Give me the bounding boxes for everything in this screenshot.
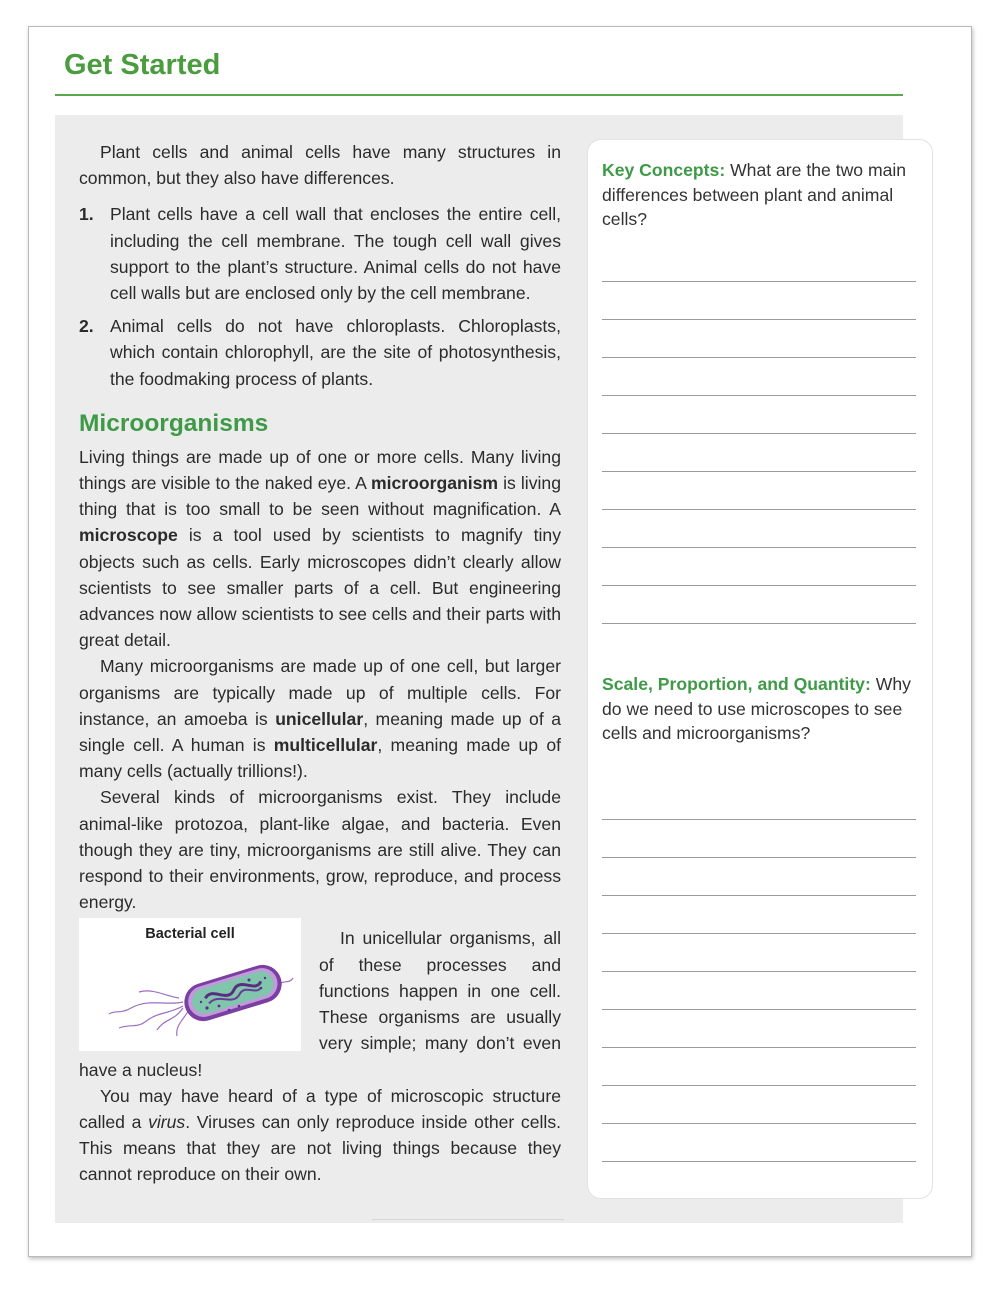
answer-line[interactable] xyxy=(602,548,916,586)
list-number: 1. xyxy=(79,204,94,225)
answer-line[interactable] xyxy=(602,934,916,972)
differences-list xyxy=(79,201,561,391)
intro-paragraph: Plant cells and animal cells have many structures in common, but they also have differences. xyxy=(79,142,561,189)
list-number: 2. xyxy=(79,316,94,337)
figure-caption: Bacterial cell xyxy=(145,926,235,943)
reading-column xyxy=(79,139,561,1188)
microorganisms-heading: Microorganisms xyxy=(79,409,269,437)
term-virus: virus xyxy=(148,1111,186,1132)
answer-line[interactable] xyxy=(602,434,916,472)
answer-line[interactable] xyxy=(602,972,916,1010)
term-unicellular: unicellular xyxy=(275,708,364,729)
term-microorganism: microorganism xyxy=(370,473,499,494)
answer-line[interactable] xyxy=(602,358,916,396)
answer-line[interactable] xyxy=(602,782,916,820)
title-underline xyxy=(55,94,903,96)
term-multicellular: multicellular xyxy=(273,735,378,756)
virus-paragraph: You may have heard of a type of microscopic structure called a virus. Viruses can only reproduce inside other cells. This means that they are not living things because they cannot reproduce on their own. xyxy=(79,1085,562,1185)
key-concepts-label: Key Concepts: xyxy=(602,160,726,180)
answer-line[interactable] xyxy=(602,1010,916,1048)
answer-line[interactable] xyxy=(602,472,916,510)
answer-line[interactable] xyxy=(602,320,916,358)
scale-proportion-label: Scale, Proportion, and Quantity: xyxy=(602,674,871,694)
answer-line[interactable] xyxy=(602,1124,916,1162)
bacterial-cell-figure xyxy=(79,918,301,1051)
microorganisms-paragraph-3: Several kinds of microorganisms exist. They include animal-like protozoa, plant-like algae, and bacteria. Even though they are tiny, microorganisms are still alive. They can respond to their environments, grow, reproduce, and process energy. xyxy=(79,787,561,913)
list-item-text: Animal cells do not have chloroplasts. Chloroplasts, which contain chlorophyll, are the site of photosynthesis, the foodmaking process of plants. xyxy=(110,316,561,389)
page-footer-rule xyxy=(372,1219,564,1220)
answer-line[interactable] xyxy=(602,896,916,934)
answer-line[interactable] xyxy=(602,1086,916,1124)
scale-proportion-answer-lines[interactable] xyxy=(602,782,916,1162)
content-panel xyxy=(55,115,911,1223)
answer-line[interactable] xyxy=(602,1048,916,1086)
answer-line[interactable] xyxy=(602,820,916,858)
microorganisms-paragraph-1: Living things are made up of one or more cells. Many living things are visible to the naked eye. A microorganism is living thing that is too small to be seen without magnification. A microscope is a tool used by scientists to magnify tiny objects such as cells. Early microscopes didn’t clearly allow scientists to see smaller parts of a cell. But engineering advances now allow scientists to see cells and their parts with great detail. xyxy=(79,446,561,651)
scale-proportion-prompt: Scale, Proportion, and Quantity: Why do we need to use microscopes to see cells and microorganisms? xyxy=(602,674,911,744)
answer-line[interactable] xyxy=(602,858,916,896)
answer-line[interactable] xyxy=(602,510,916,548)
section-title: Get Started xyxy=(64,49,221,81)
term-microscope: microscope xyxy=(79,525,178,546)
key-concepts-prompt: Key Concepts: What are the two main differences between plant and animal cells? xyxy=(602,160,907,230)
key-concepts-answer-lines[interactable] xyxy=(602,244,916,624)
list-item-text: Plant cells have a cell wall that encloses the entire cell, including the cell membrane. The tough cell wall gives support to the plant’s structure. Animal cells do not have cell walls but are enclosed only by the cell membrane. xyxy=(110,204,561,304)
worksheet-page xyxy=(28,26,972,1257)
unicellular-paragraph: In unicellular organisms, all of these processes and functions happen in one cell. These organisms are usually very simple; many don’t even have a nucleus! xyxy=(79,928,561,1080)
answer-line[interactable] xyxy=(602,586,916,624)
answer-line[interactable] xyxy=(602,244,916,282)
bacterium-illustration xyxy=(79,918,301,1051)
notes-sidebar xyxy=(587,139,933,1199)
answer-line[interactable] xyxy=(602,282,916,320)
answer-line[interactable] xyxy=(602,396,916,434)
list-item xyxy=(79,313,561,392)
microorganisms-paragraph-2: Many microorganisms are made up of one cell, but larger organisms are typically made up of multiple cells. For instance, an amoeba is unicellular, meaning made up of a single cell. A human is multicellular, meaning made up of many cells (actually trillions!). xyxy=(79,656,561,782)
list-item xyxy=(79,201,561,306)
